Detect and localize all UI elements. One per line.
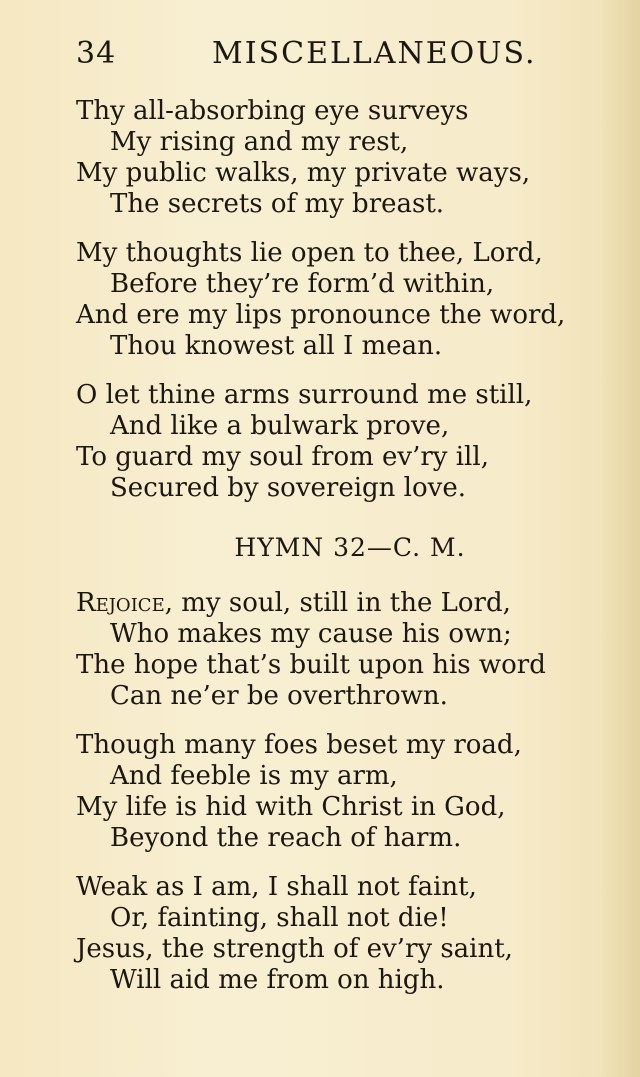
verse-line: Jesus, the strength of ev’ry saint, (76, 934, 513, 964)
stanza (76, 238, 596, 362)
stanza (76, 380, 596, 504)
verse-line: Will aid me from on high. (110, 965, 445, 995)
verse-line: And ere my lips pronounce the word, (76, 300, 566, 330)
page-number: 34 (76, 36, 117, 71)
stanza (76, 872, 596, 996)
verse-line: Thy all-absorbing eye surveys (76, 96, 469, 126)
first-word: Rejoice (76, 588, 165, 618)
verse-line: To guard my soul from ev’ry ill, (76, 442, 489, 472)
hymn-title: HYMN 32—C. M. (234, 533, 466, 562)
verse-line: And like a bulwark prove, (110, 411, 450, 441)
verse-line: Beyond the reach of harm. (110, 823, 462, 853)
verse-line: My life is hid with Christ in God, (76, 792, 506, 822)
verse-line: Who makes my cause his own; (110, 619, 512, 649)
verse-line: My rising and my rest, (110, 127, 409, 157)
stanza (76, 730, 596, 854)
verse-line: The secrets of my breast. (110, 189, 445, 219)
verse-line: Can ne’er be overthrown. (110, 681, 448, 711)
page-header (76, 36, 537, 76)
page-edge-shadow (600, 0, 640, 1077)
verse-line: And feeble is my arm, (110, 761, 398, 791)
verse-line: O let thine arms surround me still, (76, 380, 533, 410)
verse-line: The hope that’s built upon his word (76, 650, 546, 680)
stanza (76, 588, 596, 712)
verse-line: My public walks, my private ways, (76, 158, 531, 188)
verse-line: Secured by sovereign love. (110, 473, 466, 503)
verse-line: Before they’re form’d within, (110, 269, 495, 299)
first-line-rest: , my soul, still in the Lord, (164, 588, 511, 618)
verse-line: Weak as I am, I shall not faint, (76, 872, 477, 902)
verse-line-first (76, 588, 596, 619)
verse-line: Or, fainting, shall not die! (110, 903, 449, 933)
verse-line: Thou knowest all I mean. (110, 331, 443, 361)
running-head: MISCELLANEOUS. (212, 36, 537, 71)
verse-line: My thoughts lie open to thee, Lord, (76, 238, 543, 268)
hymn-text (76, 96, 596, 1014)
verse-line: Though many foes beset my road, (76, 730, 522, 760)
stanza (76, 96, 596, 220)
